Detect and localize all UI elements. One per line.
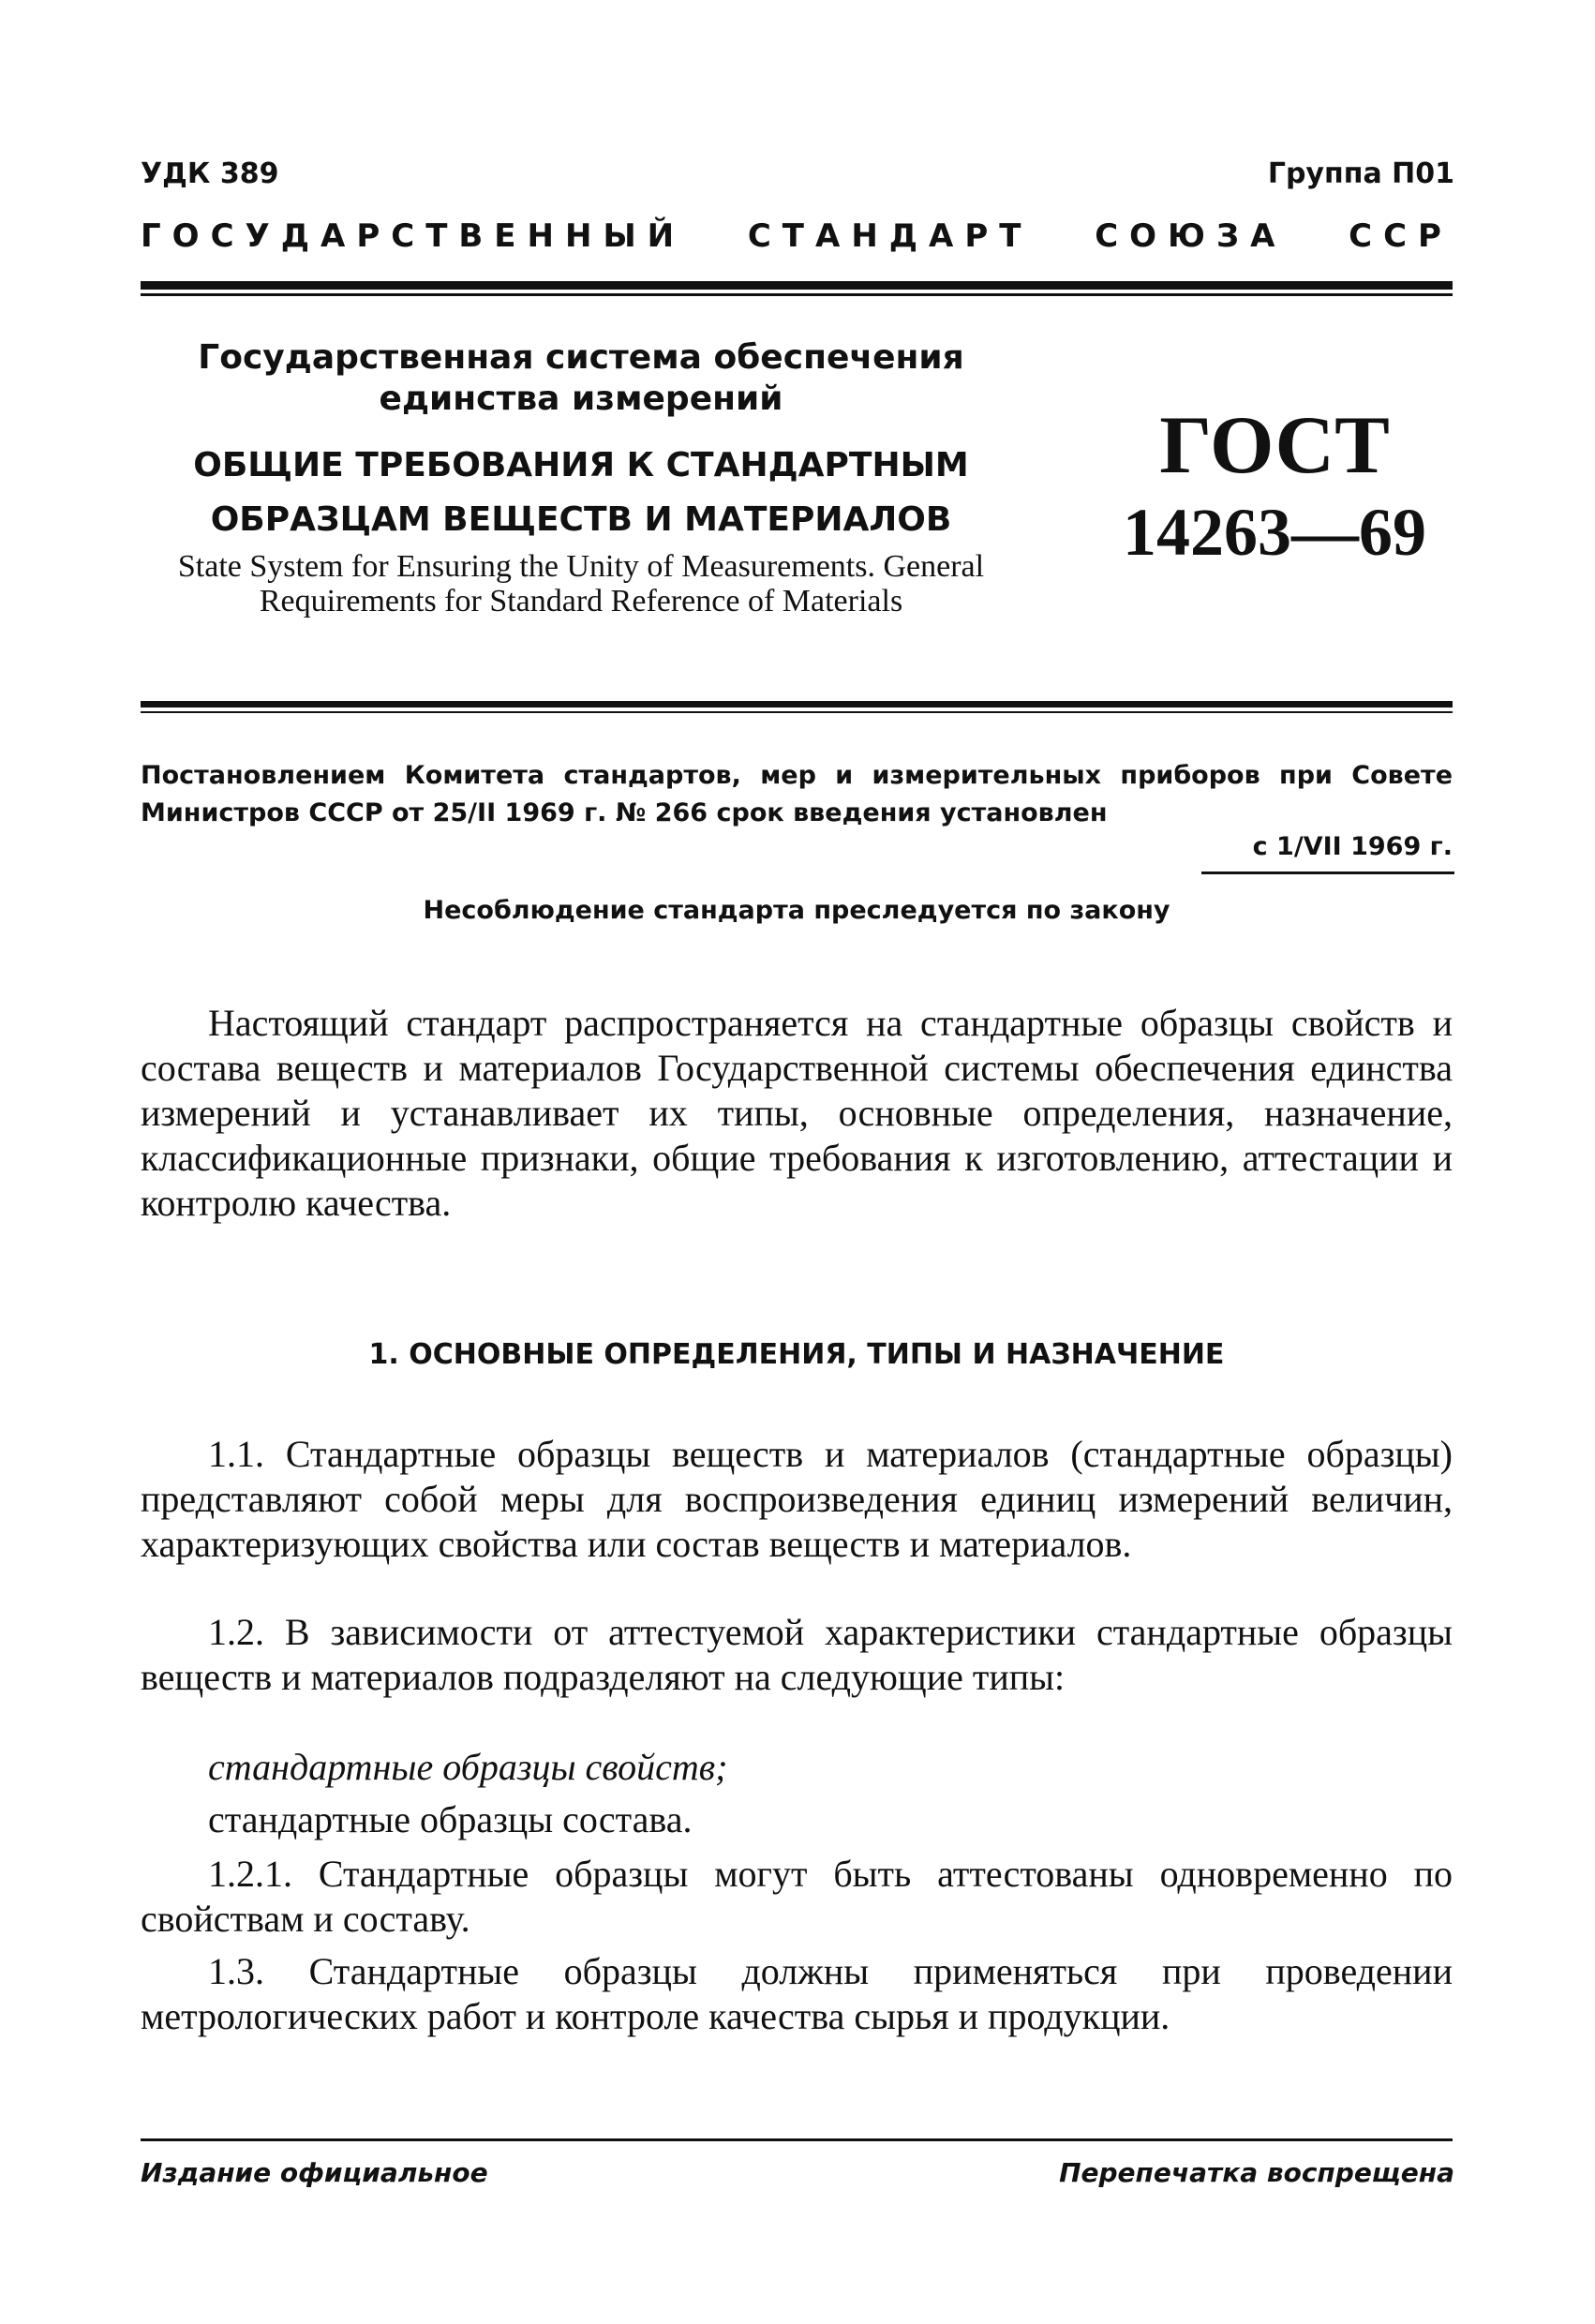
decree-text: Постановлением Комитета стандартов, мер и измерительных приборов при Совете Министров СССР от 25/II 1969 г. № 266 срок введения установлен <box>141 761 1453 827</box>
clause-1-2-1: 1.2.1. Стандартные образцы могут быть аттестованы одновременно по свойствам и составу. <box>141 1853 1453 1940</box>
legal-warning: Несоблюдение стандарта преследуется по закону <box>423 896 1170 925</box>
effective-date-underline <box>1201 872 1454 874</box>
english-title: State System for Ensuring the Unity of Measurements. General Requirements for Standard Reference of Materials <box>177 549 985 618</box>
intro-paragraph: Настоящий стандарт распространяется на стандартные образцы свойств и состава веществ и материалов Государственной системы обеспечения единства измерений и устанавливает их типы, основные определения, назначение, классификационные признаки, общие требования к изготовлению, аттестации и контролю качества. <box>141 1002 1453 1224</box>
system-title: Государственная система обеспечения единства измерений <box>198 338 964 418</box>
header-rule-thin <box>141 293 1453 296</box>
standard-title: ОБЩИЕ ТРЕБОВАНИЯ К СТАНДАРТНЫМ ОБРАЗЦАМ ВЕЩЕСТВ И МАТЕРИАЛОВ <box>193 446 969 539</box>
banner-word-3: СОЮЗА <box>1095 217 1287 255</box>
section-title: 1. ОСНОВНЫЕ ОПРЕДЕЛЕНИЯ, ТИПЫ И НАЗНАЧЕНИЕ <box>368 1338 1225 1371</box>
standard-banner <box>141 217 1453 255</box>
banner-word-4: ССР <box>1349 217 1453 255</box>
clause-1-3: 1.3. Стандартные образцы должны применяться при проведении метрологических работ и контроле качества сырья и продукции. <box>141 1950 1453 2037</box>
type-composition: стандартные образцы состава. <box>208 1798 693 1840</box>
udk-code: УДК 389 <box>141 157 279 190</box>
official-edition-note: Издание официальное <box>141 2157 488 2188</box>
gost-label: ГОСТ <box>1159 400 1390 491</box>
banner-word-2: СТАНДАРТ <box>747 217 1033 255</box>
clause-1-1: 1.1. Стандартные образцы веществ и материалов (стандартные образцы) представляют собой меры для воспроизведения единиц измерений величин, характеризующих свойства или состав веществ и материалов. <box>141 1433 1453 1565</box>
reprint-prohibited-note: Перепечатка воспрещена <box>1059 2157 1454 2188</box>
gost-number: 14263—69 <box>1123 495 1426 570</box>
banner-word-1: ГОСУДАРСТВЕННЫЙ <box>141 217 686 255</box>
header-rule-thick <box>141 281 1453 290</box>
type-properties: стандартные образцы свойств; <box>208 1746 728 1788</box>
title-rule-thick <box>141 701 1453 708</box>
group-code: Группа П01 <box>1267 157 1454 190</box>
clause-1-2: 1.2. В зависимости от аттестуемой характеристики стандартные образцы веществ и материалов подразделяют на следующие типы: <box>141 1611 1453 1698</box>
effective-date: с 1/VII 1969 г. <box>1252 832 1453 861</box>
footer-rule <box>141 2138 1453 2141</box>
title-rule-thin <box>141 711 1453 713</box>
